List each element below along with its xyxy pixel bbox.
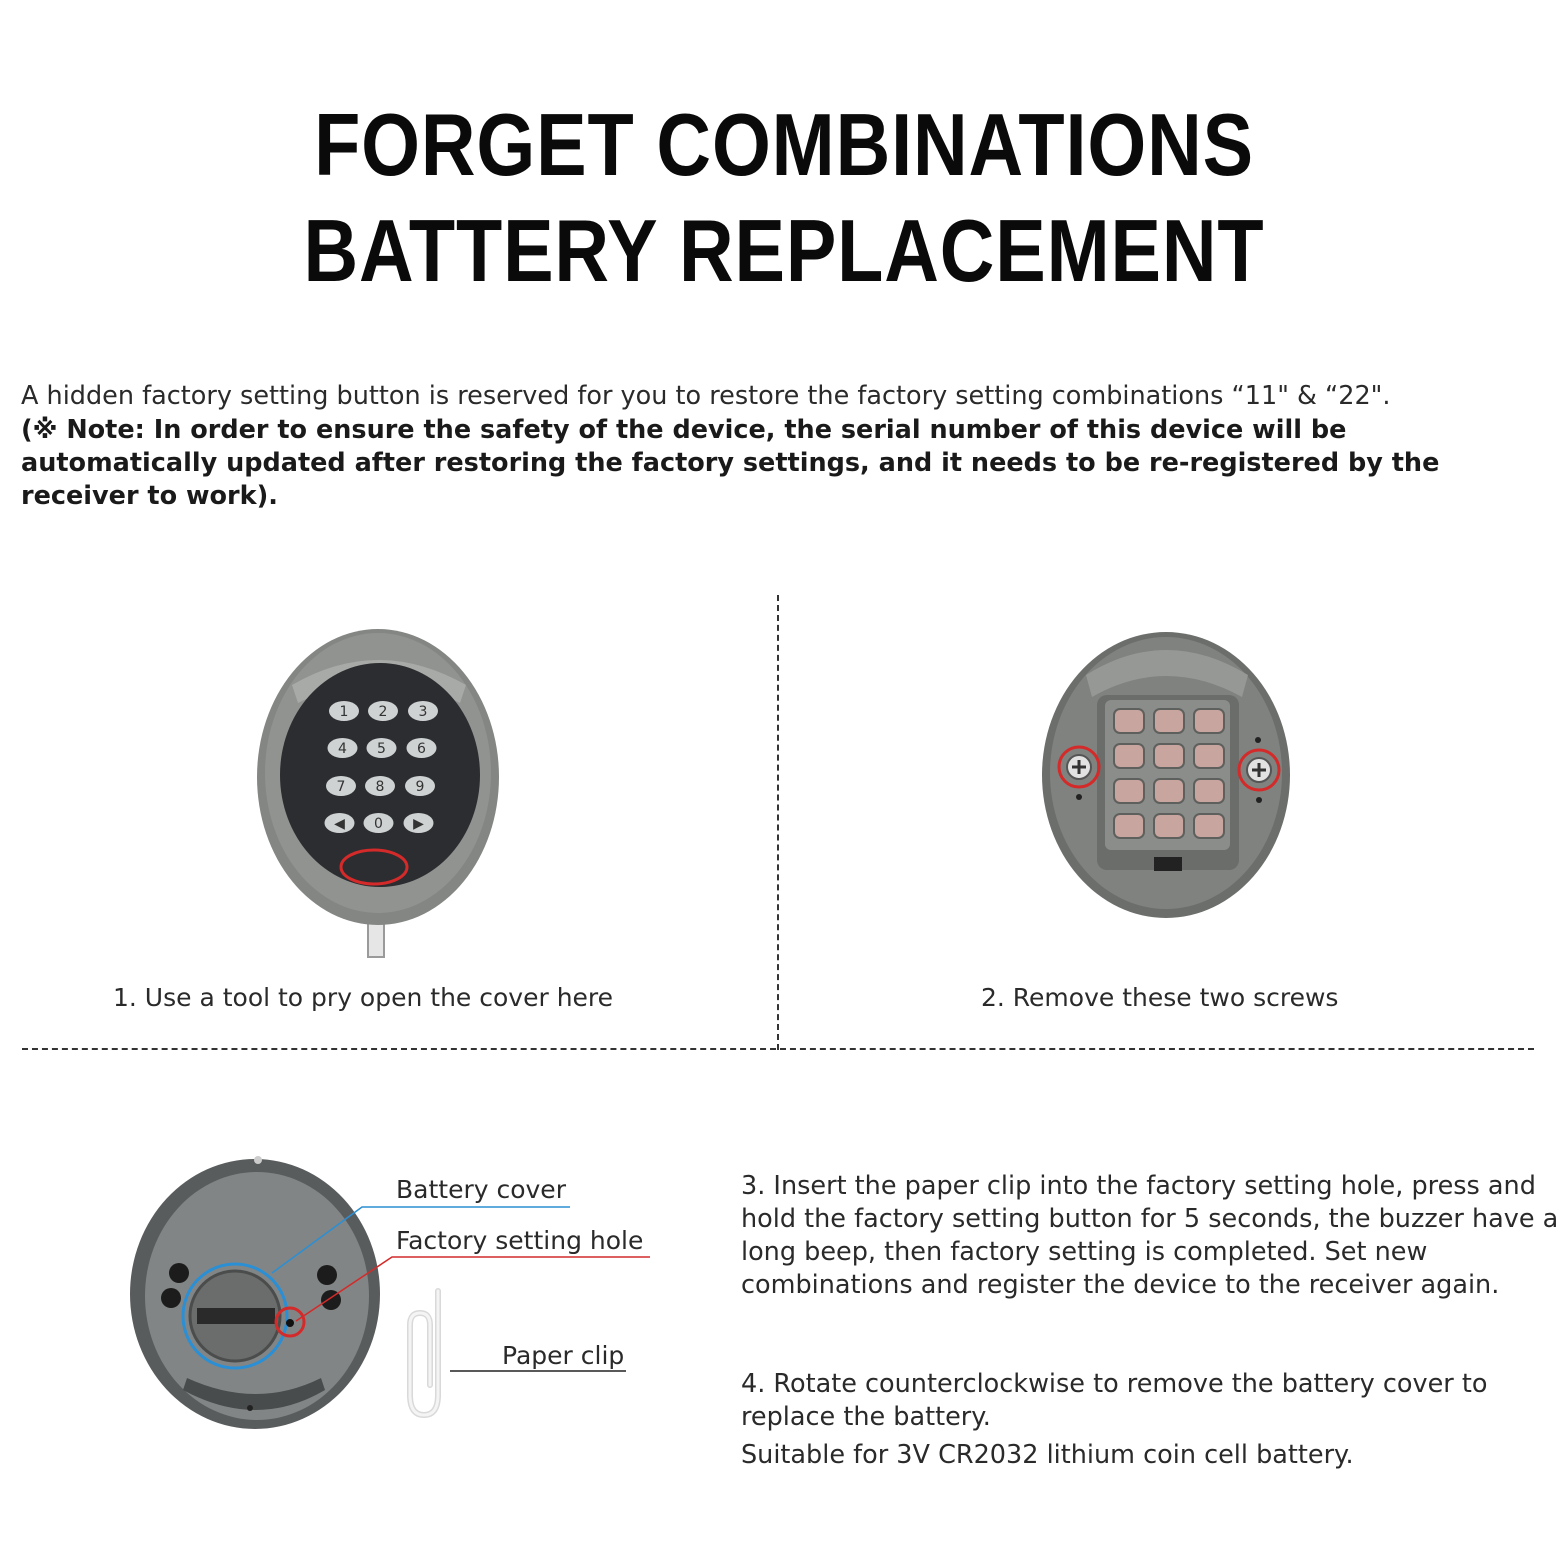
step-3-text: 3. Insert the paper clip into the factory setting hole, press and hold the factory setting button for 5 seconds, the buzzer have a long beep, then factory setting is completed. Set new combinations and register the device to the receiver again.	[741, 1171, 1559, 1300]
svg-text:2: 2	[378, 704, 388, 720]
paper-clip-image	[400, 1285, 450, 1425]
svg-text:◀: ◀	[334, 816, 345, 832]
svg-text:1: 1	[339, 704, 349, 720]
intro-text: A hidden factory setting button is reserved for you to restore the factory setting combinations “11" & “22".	[21, 381, 1391, 411]
svg-text:6: 6	[417, 741, 426, 757]
factory-hole-label: Factory setting hole	[396, 1226, 644, 1255]
svg-text:7: 7	[336, 779, 346, 795]
step-4-text: 4. Rotate counterclockwise to remove the battery cover to replace the battery.	[741, 1369, 1488, 1432]
svg-text:4: 4	[338, 741, 347, 757]
svg-text:9: 9	[415, 779, 425, 795]
step-2-caption: 2. Remove these two screws	[981, 983, 1339, 1012]
safety-note: (※ Note: In order to ensure the safety of the device, the serial number of this device will be automatically updated after restoring the factory settings, and it needs to be re-registered by the receiver to work).	[21, 415, 1440, 511]
svg-text:0: 0	[374, 816, 383, 832]
title-line-1: FORGET COMBINATIONS	[314, 95, 1254, 194]
battery-spec-text: Suitable for 3V CR2032 lithium coin cell battery.	[741, 1440, 1354, 1470]
step-1-caption: 1. Use a tool to pry open the cover here	[113, 983, 614, 1012]
svg-text:3: 3	[418, 704, 428, 720]
battery-cover-label: Battery cover	[396, 1175, 566, 1204]
paper-clip-label: Paper clip	[502, 1341, 625, 1370]
title-line-2: BATTERY REPLACEMENT	[303, 201, 1265, 300]
svg-text:5: 5	[377, 741, 386, 757]
svg-text:8: 8	[375, 779, 385, 795]
svg-text:▶: ▶	[413, 816, 424, 832]
